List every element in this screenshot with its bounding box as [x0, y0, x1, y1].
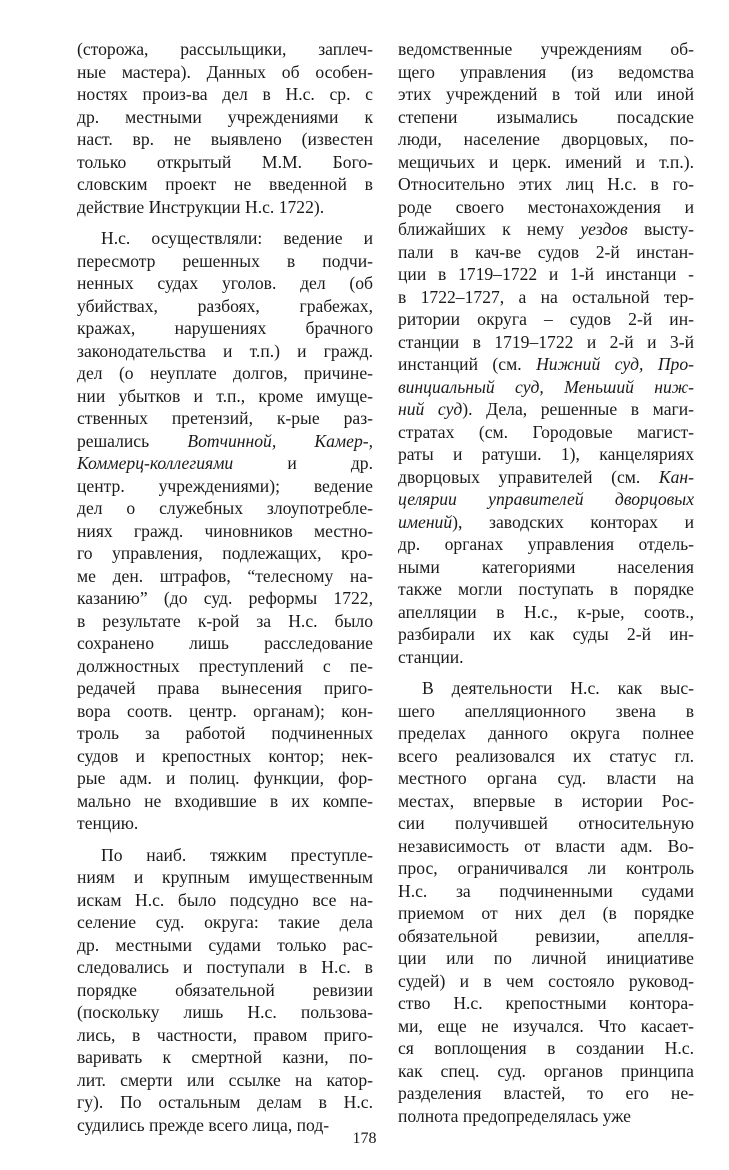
text-line: искам Н.с. было подсудно все на-: [77, 889, 373, 910]
text-line: пали в кач-ве судов 2-й инстан-: [398, 241, 694, 262]
text-line: др. местными учреждениями к: [77, 106, 373, 127]
paragraph: [77, 844, 373, 1137]
text-line: ными категориями населения: [398, 556, 694, 577]
text-line: судей) и в чем состояло руковод-: [398, 970, 694, 991]
text-line: ся воплощения в создании Н.с.: [398, 1038, 694, 1058]
text-line: разбирали их как суды 2-й ин-: [398, 624, 694, 644]
text-line: должностных преступлений с пе-: [77, 655, 373, 676]
text-line: судов и крепостных контор; нек-: [77, 745, 373, 766]
text-line: ство Н.с. крепостными контора-: [398, 993, 694, 1013]
text-line: дел (о неуплате долгов, причине-: [77, 363, 373, 383]
text-line: ми, еще не изучался. Что касает-: [398, 1015, 694, 1036]
text-line: разделения властей, то его не-: [398, 1083, 694, 1103]
text-line: независимость от власти адм. Во-: [398, 835, 694, 856]
text-line: троль за работой подчиненных: [77, 723, 373, 743]
text-line: (поскольку лишь Н.с. пользова-: [77, 1002, 373, 1022]
text-line: дворцовых управителей (см. Кан-: [398, 466, 694, 487]
text-line: судились прежде всего лица, под-: [77, 1114, 330, 1135]
text-line: как спец. суд. органов принципа: [398, 1060, 694, 1081]
text-line: гу). По остальным делам в Н.с.: [77, 1092, 373, 1112]
text-line: ритории округа – судов 2-й ин-: [398, 309, 694, 329]
paragraph: [398, 677, 694, 1127]
text-line: вора соотв. центр. органам); кон-: [77, 700, 373, 721]
text-line: в 1722–1727, а на остальной тер-: [398, 286, 694, 307]
text-line: селение суд. округа: такие дела: [77, 912, 373, 932]
text-line: тенцию.: [77, 813, 139, 833]
text-line: люди, население дворцовых, по-: [398, 129, 694, 149]
text-line: этих учреждений в той или иной: [398, 84, 694, 104]
text-line: центр. учреждениями); ведение: [77, 475, 373, 496]
text-line: всего реализовался их статус гл.: [398, 745, 694, 766]
text-line: Н.с. за подчиненными судами: [398, 880, 694, 901]
text-line: др. органах управления отдель-: [398, 534, 694, 554]
text-line: кражах, нарушениях брачного: [77, 318, 373, 338]
text-line: ственных претензий, к-рые раз-: [77, 408, 373, 428]
text-line: ции в 1719–1722 и 1-й инстанци -: [398, 264, 694, 284]
text-line: степени изымались посадские: [398, 106, 694, 127]
text-line: имений), заводских конторах и: [398, 511, 694, 532]
text-line: нии убытков и т.п., кроме имуще-: [77, 385, 373, 406]
text-line: ниях гражд. чиновников местно-: [77, 520, 373, 541]
text-line: щего управления (из ведомства: [398, 61, 694, 82]
text-line: апелляции в Н.с., к-рые, соотв.,: [398, 601, 694, 622]
text-line: местного органа суд. власти на: [398, 768, 694, 788]
text-line: В деятельности Н.с. как выс-: [422, 678, 694, 698]
text-line: станции в 1719–1722 и 2-й и 3-й: [398, 331, 694, 352]
text-line: го управления, подлежащих, кро-: [77, 543, 373, 563]
text-line: Н.с. осуществляли: ведение и: [101, 228, 373, 248]
text-line: ведомственные учреждениям об-: [398, 39, 694, 59]
text-line: Относительно этих лиц Н.с. в го-: [398, 174, 694, 194]
text-line: инстанций (см. Нижний суд, Про-: [398, 354, 694, 374]
paragraph: [398, 38, 694, 668]
text-line: ний суд). Дела, решенные в маги-: [398, 399, 694, 419]
text-line: казанию” (до суд. реформы 1722,: [77, 588, 373, 608]
text-line: станции.: [398, 646, 464, 667]
text-line: пределах данного округа полнее: [398, 723, 694, 743]
text-line: др. местными судами только рас-: [77, 934, 373, 955]
text-line: убийствах, разбоях, грабежах,: [77, 295, 373, 316]
text-line: также могли поступать в порядке: [398, 579, 694, 599]
text-line: шего апелляционного звена в: [398, 700, 694, 721]
text-line: порядке обязательной ревизии: [77, 979, 373, 1000]
text-line: полнота предопределялась уже: [398, 1105, 631, 1126]
paragraph: [77, 227, 373, 835]
text-line: рые адм. и полиц. функции, фор-: [77, 768, 373, 788]
text-line: винциальный суд, Меньший ниж-: [398, 376, 694, 397]
text-line: ниям и крупным имущественным: [77, 867, 373, 887]
text-line: ближайших к нему уездов высту-: [398, 219, 694, 239]
page-number: 178: [352, 1130, 377, 1147]
text-line: раты и ратуши. 1), канцеляриях: [398, 444, 694, 464]
text-line: Коммерц-коллегиями и др.: [77, 453, 373, 473]
paragraph: [77, 38, 373, 218]
text-line: ненных судах уголов. дел (об: [77, 273, 373, 293]
left-column: [77, 38, 373, 1136]
text-line: варивать к смертной казни, по-: [77, 1047, 373, 1067]
text-line: законодательства и т.п.) и гражд.: [77, 340, 373, 361]
text-line: действие Инструкции Н.с. 1722).: [77, 196, 325, 217]
text-line: сохранено лишь расследование: [77, 633, 373, 653]
text-line: местах, впервые в истории Рос-: [398, 790, 694, 811]
text-line: редачей права вынесения приго-: [77, 678, 373, 698]
text-line: прос, ограничивался ли контроль: [398, 858, 694, 878]
text-line: роде своего местонахождения и: [398, 196, 694, 217]
text-line: лит. смерти или ссылке на катор-: [77, 1069, 373, 1090]
text-line: целярии управителей дворцовых: [398, 489, 694, 509]
text-line: обязательной ревизии, апелля-: [398, 925, 694, 946]
text-line: лись, в частности, правом приго-: [77, 1024, 373, 1045]
text-line: По наиб. тяжким преступле-: [101, 844, 373, 865]
text-line: стратах (см. Городовые магист-: [398, 421, 694, 442]
text-line: дел о служебных злоупотребле-: [77, 498, 373, 518]
text-line: мещичьих и церк. имений и т.п.).: [398, 151, 694, 172]
right-column: [398, 38, 694, 1127]
text-line: только открытый М.М. Бого-: [77, 151, 373, 172]
text-line: ные мастера). Данных об особен-: [77, 61, 373, 82]
text-line: ции или по личной инициативе: [398, 948, 694, 968]
text-line: (сторожа, рассыльщики, заплеч-: [77, 39, 373, 59]
text-line: в результате к-рой за Н.с. было: [77, 610, 373, 631]
text-line: сии получившей относительную: [398, 813, 694, 833]
text-line: словским проект не введенной в: [77, 174, 373, 194]
text-line: ме ден. штрафов, “телесному на-: [77, 565, 373, 586]
text-line: решались Вотчинной, Камер-,: [77, 430, 373, 451]
text-line: наст. вр. не выявлено (известен: [77, 129, 373, 149]
text-line: следовались и поступали в Н.с. в: [77, 957, 373, 977]
text-line: ностях произ-ва дел в Н.с. ср. с: [77, 84, 373, 104]
text-line: пересмотр решенных в подчи-: [77, 250, 373, 271]
text-line: мально не входившие в их компе-: [77, 790, 373, 811]
text-line: приемом от них дел (в порядке: [398, 903, 694, 923]
